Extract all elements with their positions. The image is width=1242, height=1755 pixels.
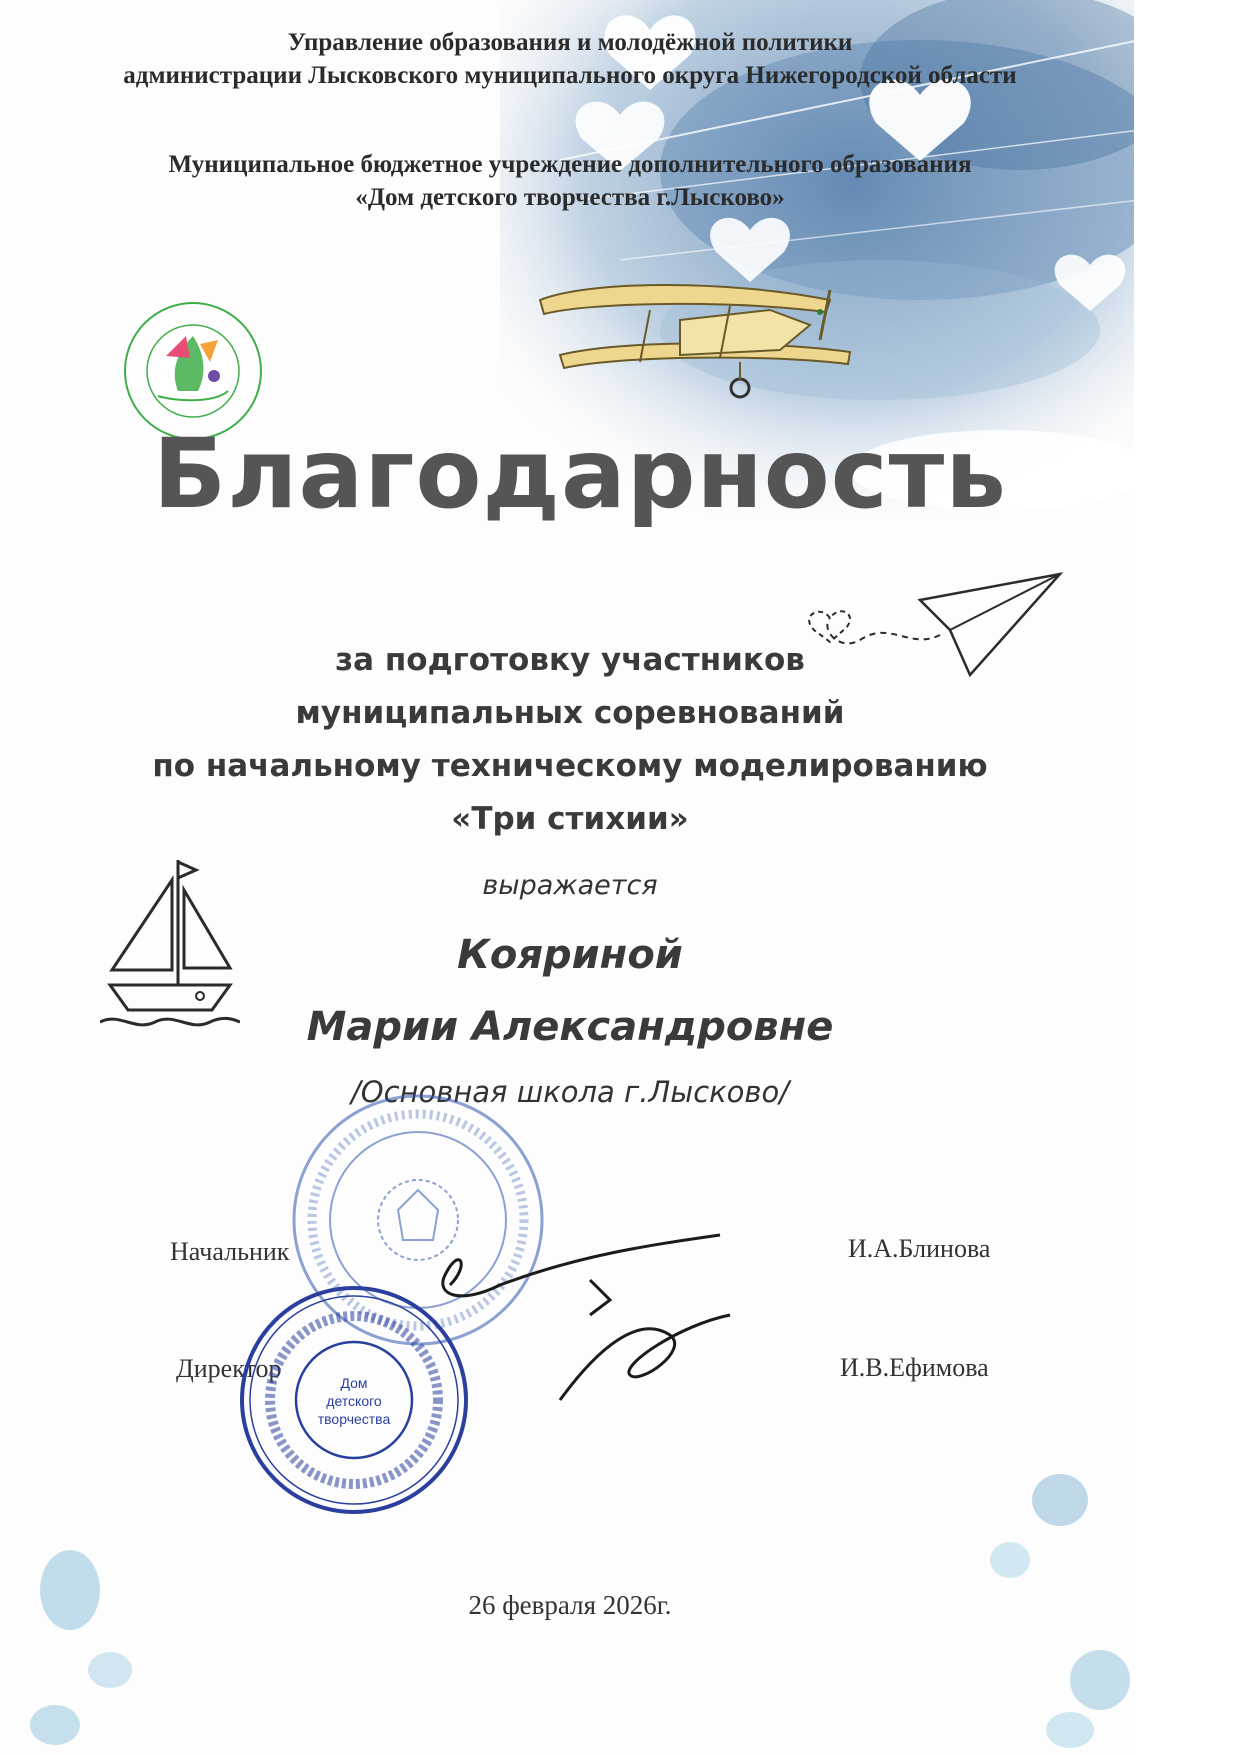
stamp-center-line-2: детского — [326, 1393, 382, 1409]
org-line-1: Управление образования и молодёжной политики — [287, 29, 853, 56]
recipient-given-names: Марии Александровне — [306, 1004, 834, 1050]
page-right-margin — [1134, 0, 1242, 1755]
certificate-title: Благодарность — [153, 418, 1007, 530]
reason-line-1: за подготовку участников — [335, 642, 805, 678]
recipient-surname: Кояриной — [457, 932, 683, 978]
official-round-stamp — [236, 1282, 472, 1518]
signatory-2-position: Директор — [176, 1354, 282, 1383]
inst-line-1: Муниципальное бюджетное учреждение дополнительного образования — [168, 151, 972, 178]
institution-header — [0, 148, 1140, 214]
issue-date: 26 февраля 2026г. — [468, 1590, 672, 1620]
reason-line-3: по начальному техническому моделированию — [152, 748, 988, 784]
reason-line-2: муниципальных соревнований — [295, 695, 845, 731]
stamp-center-line-3: творчества — [317, 1411, 391, 1427]
expressed-label: выражается — [482, 870, 658, 901]
inst-line-2: «Дом детского творчества г.Лысково» — [355, 184, 785, 211]
stamp-center-line-1: Дом — [340, 1375, 368, 1391]
signatory-1-position: Начальник — [170, 1237, 290, 1266]
signatory-2-name: И.В.Ефимова — [840, 1353, 989, 1382]
organization-header — [0, 26, 1140, 92]
handwritten-signature — [440, 1225, 740, 1405]
biplane-illustration — [530, 270, 890, 410]
recipient-school: /Основная школа г.Лысково/ — [350, 1075, 790, 1109]
org-line-2: администрации Лысковского муниципального округа Нижегородской области — [123, 62, 1017, 89]
reason-text — [0, 634, 1140, 846]
reason-line-4: «Три стихии» — [451, 801, 689, 837]
signatory-1-name: И.А.Блинова — [848, 1234, 991, 1263]
